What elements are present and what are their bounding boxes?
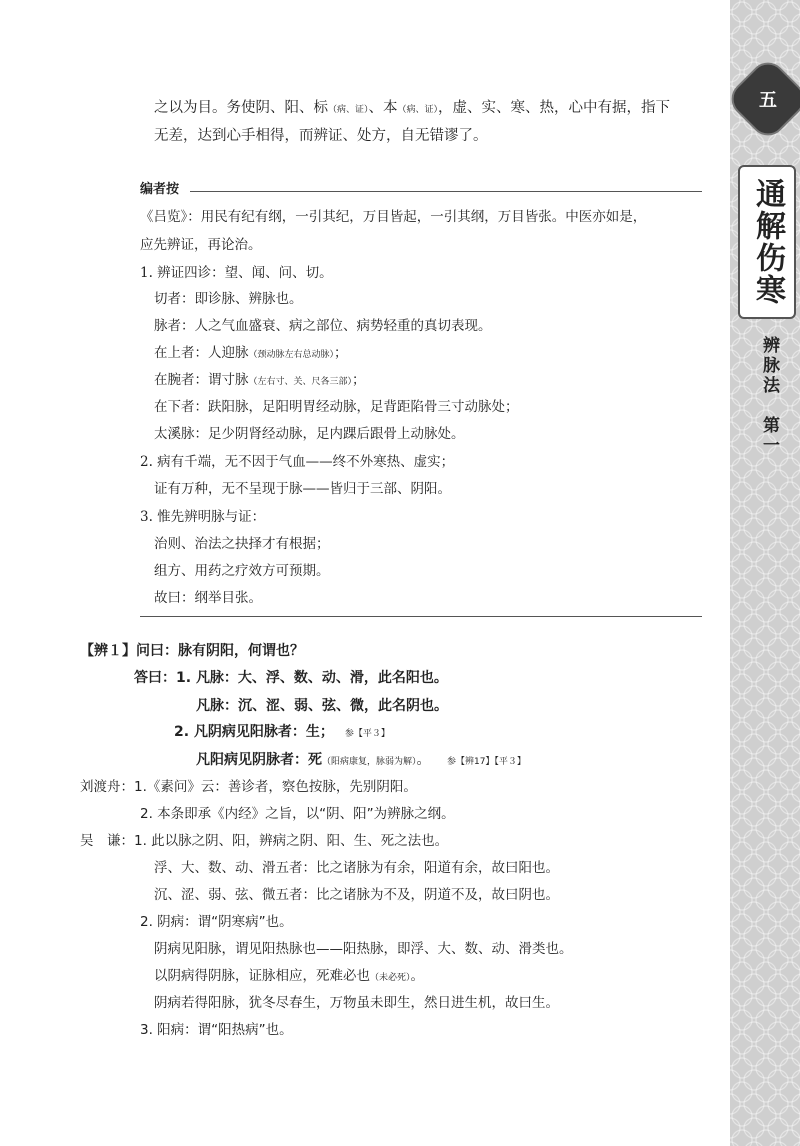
editor-note-punct: ；: [352, 372, 366, 388]
section-question: 问曰：脉有阴阳，何谓也？: [136, 643, 304, 659]
intro-line-1: [154, 98, 670, 120]
wu-line-3: 沉、涩、弱、弦、微五者：比之诸脉为不及，阴道不及，故曰阴也。: [154, 887, 559, 903]
editor-note-small: （左右寸、关、尺各三部）: [248, 377, 353, 387]
bian1-answer-line-4: [196, 750, 526, 772]
answer-number: 1.: [176, 670, 192, 686]
bian1-answer-line-3: [174, 722, 390, 744]
editor-note-punct: ；: [334, 345, 348, 361]
editor-note-small: （颈动脉左右总动脉）: [248, 350, 335, 360]
editor-note-line: 3. 惟先辨明脉与证：: [140, 509, 266, 525]
editor-note-line: 组方、用药之疗效方可预期。: [154, 563, 330, 579]
editor-note-line: 太溪脉：足少阴肾经动脉，足内踝后跟骨上动脉处。: [154, 426, 465, 442]
wu-line-4: 2. 阴病：谓“阴寒病”也。: [140, 914, 293, 930]
editor-note-heading: 编者按: [140, 182, 180, 197]
editor-note-line: 应先辨证，再论治。: [140, 237, 262, 253]
answer-text: 凡阴病见阳脉者：生；: [193, 724, 334, 740]
answer-note: （阳病康复，脉弱为解）: [322, 757, 417, 767]
editor-note-line: 治则、治法之抉择才有根据；: [154, 536, 330, 552]
commentary-text: 1.《素问》云：善诊者，察色按脉，先别阴阳。: [134, 779, 417, 795]
editor-note-line: 1. 辨证四诊：望、闻、问、切。: [140, 265, 333, 281]
liu-line-2: 2. 本条即承《内经》之旨，以“阴、阳”为辨脉之纲。: [140, 806, 455, 822]
chapter-number: 五: [759, 90, 777, 111]
editor-note-text: 在腕者：谓寸脉: [154, 372, 249, 388]
answer-text: 凡脉：大、浮、数、动、滑，此名阳也。: [195, 670, 448, 686]
liu-line-1: [80, 777, 417, 797]
intro-text: 之以为目。务使阴、阳、标: [154, 100, 328, 116]
bian1-answer-line-1: [134, 668, 448, 688]
book-title-box: [738, 165, 796, 319]
editor-note-line: 故曰：纲举目张。: [154, 590, 262, 606]
commentator-name: 刘渡舟：: [80, 779, 134, 795]
wu-line-7: 阴病若得阳脉，犹冬尽春生，万物虽未即生，然日进生机，故曰生。: [154, 995, 559, 1011]
commentary-punct: 。: [410, 968, 425, 984]
answer-text: 凡阳病见阴脉者：死: [196, 752, 322, 768]
section-title: 辨脉法 第一: [759, 336, 779, 456]
editor-note-line: [154, 370, 366, 392]
commentary-note: （未必死）: [370, 973, 411, 983]
wu-line-8: 3. 阳病：谓“阳热病”也。: [140, 1022, 293, 1038]
cross-reference: 参【辨17】【平３】: [446, 757, 526, 767]
intro-text: ，虚、实、寒、热，心中有据，指下: [438, 100, 671, 116]
editor-note-line: 切者：即诊脉、辨脉也。: [154, 291, 303, 307]
bian1-question-line: [80, 641, 304, 661]
wu-line-6: [154, 966, 424, 988]
commentator-name: 吴 谦：: [80, 833, 134, 849]
intro-note: （病、证）: [397, 105, 439, 115]
wu-line-1: [80, 831, 448, 851]
commentary-text: 以阴病得阴脉，证脉相应，死难必也: [154, 968, 370, 984]
intro-text: 、本: [368, 100, 398, 116]
editor-note-line: 脉者：人之气血盛衰、病之部位、病势轻重的真切表现。: [154, 318, 492, 334]
intro-note: （病、证）: [328, 105, 369, 115]
section-label: 【辨１】: [80, 643, 136, 659]
answer-label: 答曰：: [134, 670, 176, 686]
editor-note-text: 在上者：人迎脉: [154, 345, 249, 361]
commentary-text: 1. 此以脉之阴、阳，辨病之阴、阳、生、死之法也。: [134, 833, 449, 849]
wu-line-2: 浮、大、数、动、滑五者：比之诸脉为有余，阳道有余，故曰阳也。: [154, 860, 559, 876]
editor-note-divider-bottom: [140, 616, 702, 617]
bian1-answer-line-2: 凡脉：沉、涩、弱、弦、微，此名阴也。: [196, 698, 448, 714]
editor-note-line: [154, 343, 348, 365]
answer-number: 2.: [174, 724, 190, 740]
cross-reference: 参【平３】: [344, 729, 390, 739]
wu-line-5: 阴病见阳脉，谓见阳热脉也——阳热脉，即浮、大、数、动、滑类也。: [154, 941, 573, 957]
editor-note-line: 《吕览》：用民有纪有纲，一引其纪，万目皆起，一引其纲，万目皆张。中医亦如是，: [140, 209, 647, 225]
intro-line-2: 无差，达到心手相得，而辨证、处方，自无错谬了。: [154, 128, 488, 144]
book-title: 通解伤寒: [750, 178, 785, 306]
editor-note-line: 2. 病有千端，无不因于气血——终不外寒热、虚实；: [140, 454, 455, 470]
answer-punct: 。: [416, 752, 431, 768]
editor-note-line: 证有万种，无不呈现于脉——皆归于三部、阴阳。: [154, 481, 451, 497]
editor-note-line: 在下者：趺阳脉，足阳明胃经动脉，足背距陷骨三寸动脉处；: [154, 399, 519, 415]
editor-note-divider-top: [190, 191, 702, 192]
